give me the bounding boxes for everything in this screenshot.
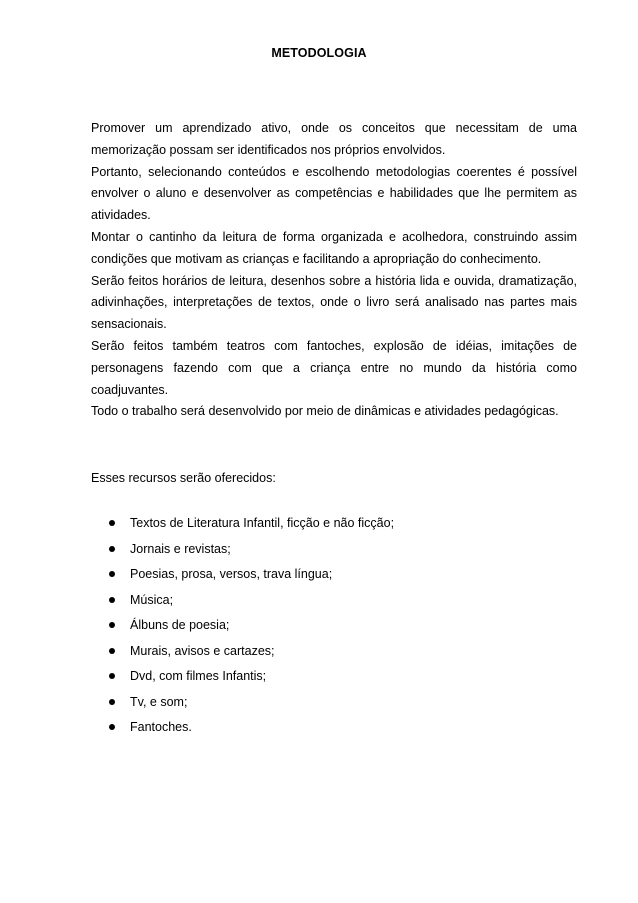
list-item-text: Poesias, prosa, versos, trava língua; <box>130 567 333 581</box>
page-title: METODOLOGIA <box>271 46 367 60</box>
list-item <box>109 590 394 616</box>
bullet-icon <box>109 699 115 705</box>
list-item <box>109 539 394 565</box>
paragraph: Promover um aprendizado ativo, onde os conceitos que necessitam de uma memorização possam ser identificados nos próprios envolvidos. <box>91 121 577 157</box>
resources-list <box>109 513 394 743</box>
bullet-icon <box>109 673 115 679</box>
paragraph: Montar o cantinho da leitura de forma organizada e acolhedora, construindo assim condições que motivam as crianças e facilitando a apropriação do conhecimento. <box>91 229 577 266</box>
bullet-icon <box>109 724 115 730</box>
list-item <box>109 564 394 590</box>
paragraph: Serão feitos horários de leitura, desenhos sobre a história lida e ouvida, dramatização, adivinhações, interpretações de textos, onde o livro será analisado nas partes mais sensacionais. <box>91 273 577 332</box>
list-item-text: Fantoches. <box>130 720 192 734</box>
list-item <box>109 666 394 692</box>
bullet-icon <box>109 648 115 654</box>
list-item <box>109 615 394 641</box>
paragraph: Todo o trabalho será desenvolvido por meio de dinâmicas e atividades pedagógicas. <box>91 404 559 419</box>
list-item <box>109 717 394 743</box>
paragraph: Portanto, selecionando conteúdos e escolhendo metodologias coerentes é possível envolver o aluno e desenvolver as competências e habilidades que lhe permitem as atividades. <box>91 164 577 223</box>
list-item <box>109 641 394 667</box>
resources-intro: Esses recursos serão oferecidos: <box>91 471 276 485</box>
list-item-text: Jornais e revistas; <box>130 541 231 556</box>
bullet-icon <box>109 520 115 526</box>
list-item <box>109 692 394 718</box>
bullet-icon <box>109 546 115 552</box>
list-item-text: Tv, e som; <box>130 694 188 709</box>
list-item <box>109 513 394 539</box>
list-item-text: Música; <box>130 592 174 607</box>
list-item-text: Textos de Literatura Infantil, ficção e não ficção; <box>130 516 395 530</box>
bullet-icon <box>109 622 115 628</box>
list-item-text: Dvd, com filmes Infantis; <box>130 669 267 683</box>
list-item-text: Murais, avisos e cartazes; <box>130 643 275 658</box>
methodology-body <box>91 118 577 423</box>
bullet-icon <box>109 571 115 577</box>
list-item-text: Álbuns de poesia; <box>130 618 230 632</box>
paragraph: Serão feitos também teatros com fantoches, explosão de idéias, imitações de personagens fazendo com que a criança entre no mundo da história como coadjuvantes. <box>91 338 577 397</box>
bullet-icon <box>109 597 115 603</box>
